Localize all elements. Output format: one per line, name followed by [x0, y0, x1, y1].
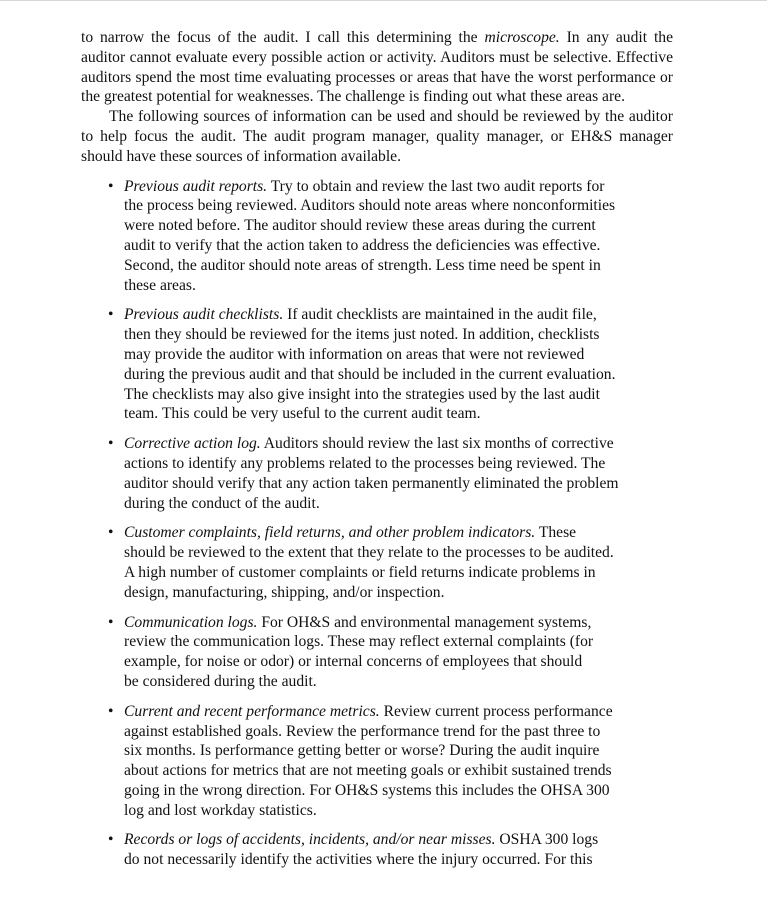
list-item-line: audit to verify that the action taken to address the deficiencies was effective.: [124, 236, 601, 254]
bullet-icon: •: [108, 524, 114, 542]
list-item-line: during the conduct of the audit.: [124, 494, 320, 512]
intro-term-microscope: microscope.: [484, 29, 560, 46]
intro-text-start: to narrow the focus of the audit. I call this determining the: [81, 29, 485, 46]
list-item-title: Communication logs.: [124, 613, 258, 631]
list-item-line: A high number of customer complaints or field returns indicate problems in: [124, 563, 596, 581]
list-item-line: Auditors should review the last six months of corrective: [263, 435, 614, 453]
list-item-line: may provide the auditor with information on areas that were not reviewed: [124, 345, 585, 363]
list-item-line: then they should be reviewed for the items just noted. In addition, checklists: [124, 326, 600, 344]
list-item-line: team. This could be very useful to the current audit team.: [124, 405, 481, 423]
sources-bullet-list: [81, 177, 673, 871]
list-item-line: Review current process performance: [383, 702, 613, 720]
list-item: [81, 434, 673, 513]
list-item-title: Previous audit reports.: [124, 177, 268, 195]
list-item-line: example, for noise or odor) or internal concerns of employees that should: [124, 653, 583, 671]
list-item: [81, 305, 673, 424]
bullet-icon: •: [108, 702, 114, 720]
list-item-line: log and lost workday statistics.: [124, 801, 317, 819]
intro-text-end: In any audit the auditor cannot evaluate every possible action or activity. Auditors must be selective. Effective auditors spend the most time evaluating processes or areas that have the worst performance or the greatest potential for weaknesses. The challenge is finding out what these areas are.: [81, 29, 673, 106]
list-item-line: actions to identify any problems related to the processes being reviewed. The: [124, 454, 606, 472]
intro-paragraph: [81, 28, 673, 107]
list-item-line: OSHA 300 logs: [499, 831, 599, 849]
list-item-line: Try to obtain and review the last two audit reports for: [270, 177, 605, 195]
list-item-line: do not necessarily identify the activities where the injury occurred. For this: [124, 851, 593, 869]
list-item: [81, 523, 673, 602]
list-item-title: Records or logs of accidents, incidents, and/or near misses.: [124, 831, 496, 849]
bullet-icon: •: [108, 306, 114, 324]
bullet-icon: •: [108, 831, 114, 849]
list-item-line: For OH&S and environmental management systems,: [261, 613, 592, 631]
list-item-title: Customer complaints, field returns, and other problem indicators.: [124, 524, 536, 542]
sources-paragraph: The following sources of information can be used and should be reviewed by the auditor to help focus the audit. The audit program manager, quality manager, or EH&S manager should have these sources of information available.: [81, 108, 673, 165]
bullet-icon: •: [108, 177, 114, 195]
list-item-line: Second, the auditor should note areas of strength. Less time need be spent in: [124, 256, 601, 274]
list-item-title: Corrective action log.: [124, 435, 261, 453]
list-item: [81, 702, 673, 821]
list-item-line: The checklists may also give insight into the strategies used by the last audit: [124, 385, 600, 403]
list-item-line: about actions for metrics that are not meeting goals or exhibit sustained trends: [124, 762, 612, 780]
list-item-line: review the communication logs. These may reflect external complaints (for: [124, 633, 594, 651]
list-item-line: be considered during the audit.: [124, 672, 317, 690]
list-item-line: during the previous audit and that should be included in the current evaluation.: [124, 365, 616, 383]
list-item-line: auditor should verify that any action taken permanently eliminated the problem: [124, 474, 619, 492]
list-item-line: design, manufacturing, shipping, and/or inspection.: [124, 583, 445, 601]
list-item-title: Previous audit checklists.: [124, 306, 284, 324]
list-item-line: six months. Is performance getting better or worse? During the audit inquire: [124, 742, 600, 760]
list-item-line: against established goals. Review the performance trend for the past three to: [124, 722, 601, 740]
list-item: [81, 830, 673, 870]
list-item-title: Current and recent performance metrics.: [124, 702, 380, 720]
bullet-icon: •: [108, 435, 114, 453]
list-item-line: should be reviewed to the extent that they relate to the processes to be audited.: [124, 544, 614, 562]
bullet-icon: •: [108, 613, 114, 631]
list-item-line: If audit checklists are maintained in the audit file,: [287, 306, 597, 324]
list-item: [81, 177, 673, 296]
list-item-line: the process being reviewed. Auditors should note areas where nonconformities: [124, 197, 616, 215]
page-body: [81, 28, 673, 880]
list-item-line: these areas.: [124, 276, 196, 294]
list-item: [81, 613, 673, 692]
list-item-line: were noted before. The auditor should review these areas during the current: [124, 217, 596, 235]
list-item-line: These: [538, 524, 577, 542]
list-item-line: going in the wrong direction. For OH&S systems this includes the OHSA 300: [124, 781, 610, 799]
